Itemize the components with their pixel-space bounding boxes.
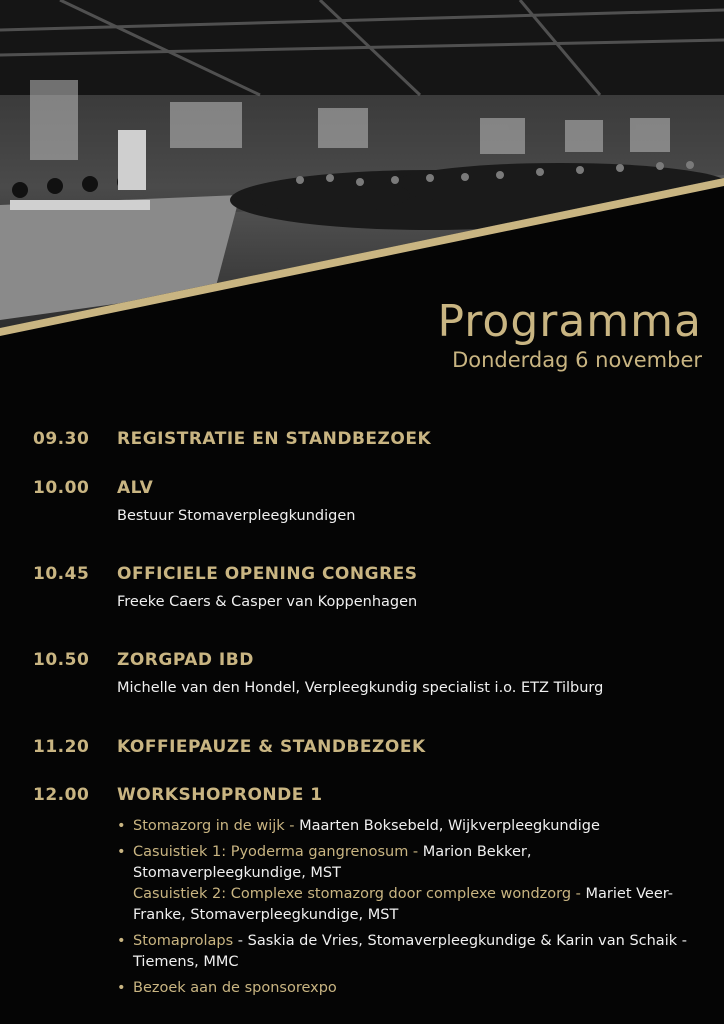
hero-photo-graphic (0, 0, 724, 340)
workshop-title: Stomaprolaps (133, 933, 234, 949)
program-title: WORKSHOPRONDE 1 (117, 785, 323, 805)
page-header (438, 296, 702, 374)
program-time: 12.00 (33, 785, 90, 805)
program-time: 10.50 (33, 650, 90, 670)
workshop-speaker: Marion Bekker, Stomaverpleegkundige, MST (133, 844, 532, 881)
workshop-title: Stomazorg in de wijk - (133, 818, 300, 834)
program-time: 09.30 (33, 429, 90, 449)
program-title: REGISTRATIE EN STANDBEZOEK (117, 429, 432, 449)
list-item (117, 931, 707, 973)
workshop-speaker-2: Mariet Veer-Franke, Stomaverpleegkundige, MST (133, 886, 674, 923)
list-item (117, 842, 707, 926)
bullet-icon: • (117, 818, 126, 834)
bullet-icon: • (117, 844, 126, 860)
list-item (117, 978, 707, 999)
workshop-list (117, 816, 707, 1004)
program-time: 11.20 (33, 737, 90, 757)
conference-hall-photo (0, 0, 724, 340)
bullet-icon: • (117, 933, 126, 949)
workshop-speaker: - Saskia de Vries, Stomaverpleegkundige & Karin van Schaik - Tiemens, MMC (133, 933, 687, 970)
program-time: 10.00 (33, 478, 90, 498)
program-title: ZORGPAD IBD (117, 650, 254, 670)
program-speaker: Freeke Caers & Casper van Koppenhagen (117, 594, 418, 610)
program-title: ALV (117, 478, 154, 498)
program-title: KOFFIEPAUZE & STANDBEZOEK (117, 737, 426, 757)
page-subtitle: Donderdag 6 november (452, 348, 702, 372)
program-speaker: Michelle van den Hondel, Verpleegkundig specialist i.o. ETZ Tilburg (117, 680, 604, 696)
list-item (117, 816, 707, 837)
program-time: 10.45 (33, 564, 90, 584)
workshop-speaker: Maarten Boksebeld, Wijkverpleegkundige (299, 818, 600, 834)
workshop-title: Bezoek aan de sponsorexpo (133, 980, 337, 996)
program-title: OFFICIELE OPENING CONGRES (117, 564, 418, 584)
workshop-title-2: Casuistiek 2: Complexe stomazorg door complexe wondzorg - (133, 886, 586, 902)
program-speaker: Bestuur Stomaverpleegkundigen (117, 508, 356, 524)
bullet-icon: • (117, 980, 126, 996)
workshop-title: Casuistiek 1: Pyoderma gangrenosum - (133, 844, 423, 860)
page-title: Programma (437, 296, 702, 347)
